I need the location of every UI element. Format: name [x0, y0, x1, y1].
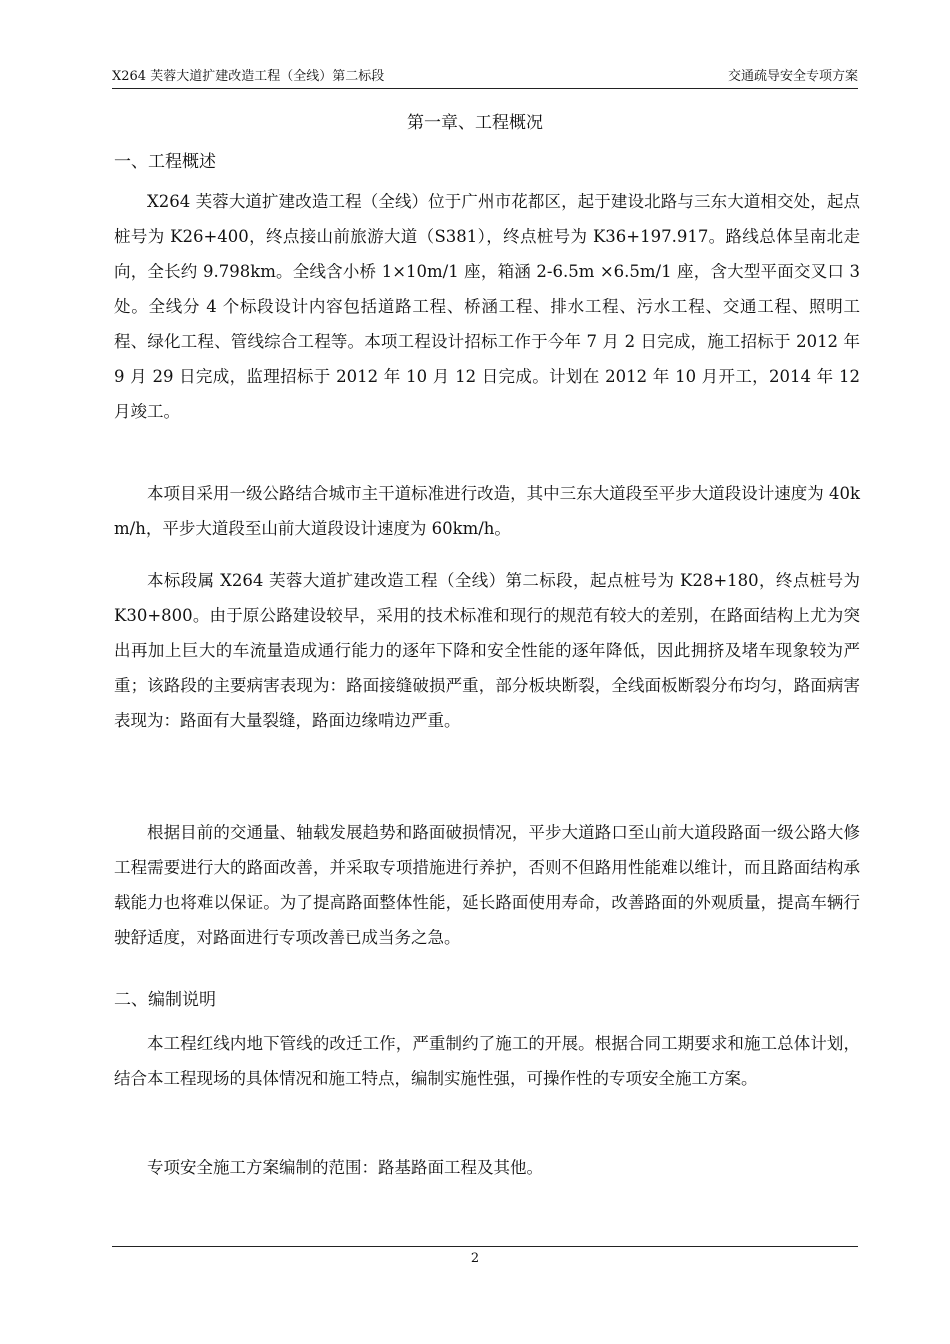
- paragraph-design-standard: 本项目采用一级公路结合城市主干道标准进行改造，其中三东大道段至平步大道段设计速度为 40km/h，平步大道段至山前大道段设计速度为 60km/h。: [114, 484, 860, 538]
- paragraph-improvement-need: 根据目前的交通量、轴载发展趋势和路面破损情况，平步大道路口至山前大道段路面一级公路大修工程需要进行大的路面改善，并采取专项措施进行养护，否则不但路用性能难以维计，而且路面结构承载能力也将难以保证。为了提高路面整体性能，延长路面使用寿命，改善路面的外观质量，提高车辆行驶舒适度，对路面进行专项改善已成当务之急。: [114, 823, 860, 947]
- page-number: 2: [470, 1251, 480, 1266]
- page-header: [112, 66, 858, 89]
- footer-divider: [112, 1246, 858, 1247]
- paragraph-compilation-scope: 专项安全施工方案编制的范围：路基路面工程及其他。: [147, 1158, 543, 1177]
- paragraph-project-overview: X264 芙蓉大道扩建改造工程（全线）位于广州市花都区，起于建设北路与三东大道相交处，起点桩号为 K26+400，终点接山前旅游大道（S381），终点桩号为 K36+197.917。路线总体呈南北走向，全长约 9.798km。全线含小桥 1×10m/1 座，箱涵 2-6.5m ×6.5m/1 座，含大型平面交叉口 3 处。全线分 4 个标段设计内容包括道路工程、桥涵工程、排水工程、污水工程、交通工程、照明工程、绿化工程、管线综合工程等。本项工程设计招标工作于今年 7 月 2 日完成，施工招标于 2012 年 9 月 29 日完成，监理招标于 2012 年 10 月 12 日完成。计划在 2012 年 10 月开工，2014 年 12 月竣工。: [114, 192, 860, 421]
- header-project-title: X264 芙蓉大道扩建改造工程（全线）第二标段: [112, 69, 385, 84]
- section-heading-compilation: 二、编制说明: [114, 990, 216, 1010]
- chapter-title: 第一章、工程概况: [407, 113, 543, 133]
- section-heading-overview: 一、工程概述: [114, 152, 216, 172]
- paragraph-section-scope: 本标段属 X264 芙蓉大道扩建改造工程（全线）第二标段，起点桩号为 K28+180，终点桩号为 K30+800。由于原公路建设较早，采用的技术标准和现行的规范有较大的差别，在路面结构上尤为突出再加上巨大的车流量造成通行能力的逐年下降和安全性能的逐年降低，因此拥挤及堵车现象较为严重；该路段的主要病害表现为：路面接缝破损严重，部分板块断裂，全线面板断裂分布均匀，路面病害表现为：路面有大量裂缝，路面边缘啃边严重。: [114, 571, 860, 730]
- header-document-title: 交通疏导安全专项方案: [727, 69, 858, 84]
- paragraph-compilation-basis: 本工程红线内地下管线的改迁工作，严重制约了施工的开展。根据合同工期要求和施工总体计划，结合本工程现场的具体情况和施工特点，编制实施性强，可操作性的专项安全施工方案。: [114, 1034, 860, 1088]
